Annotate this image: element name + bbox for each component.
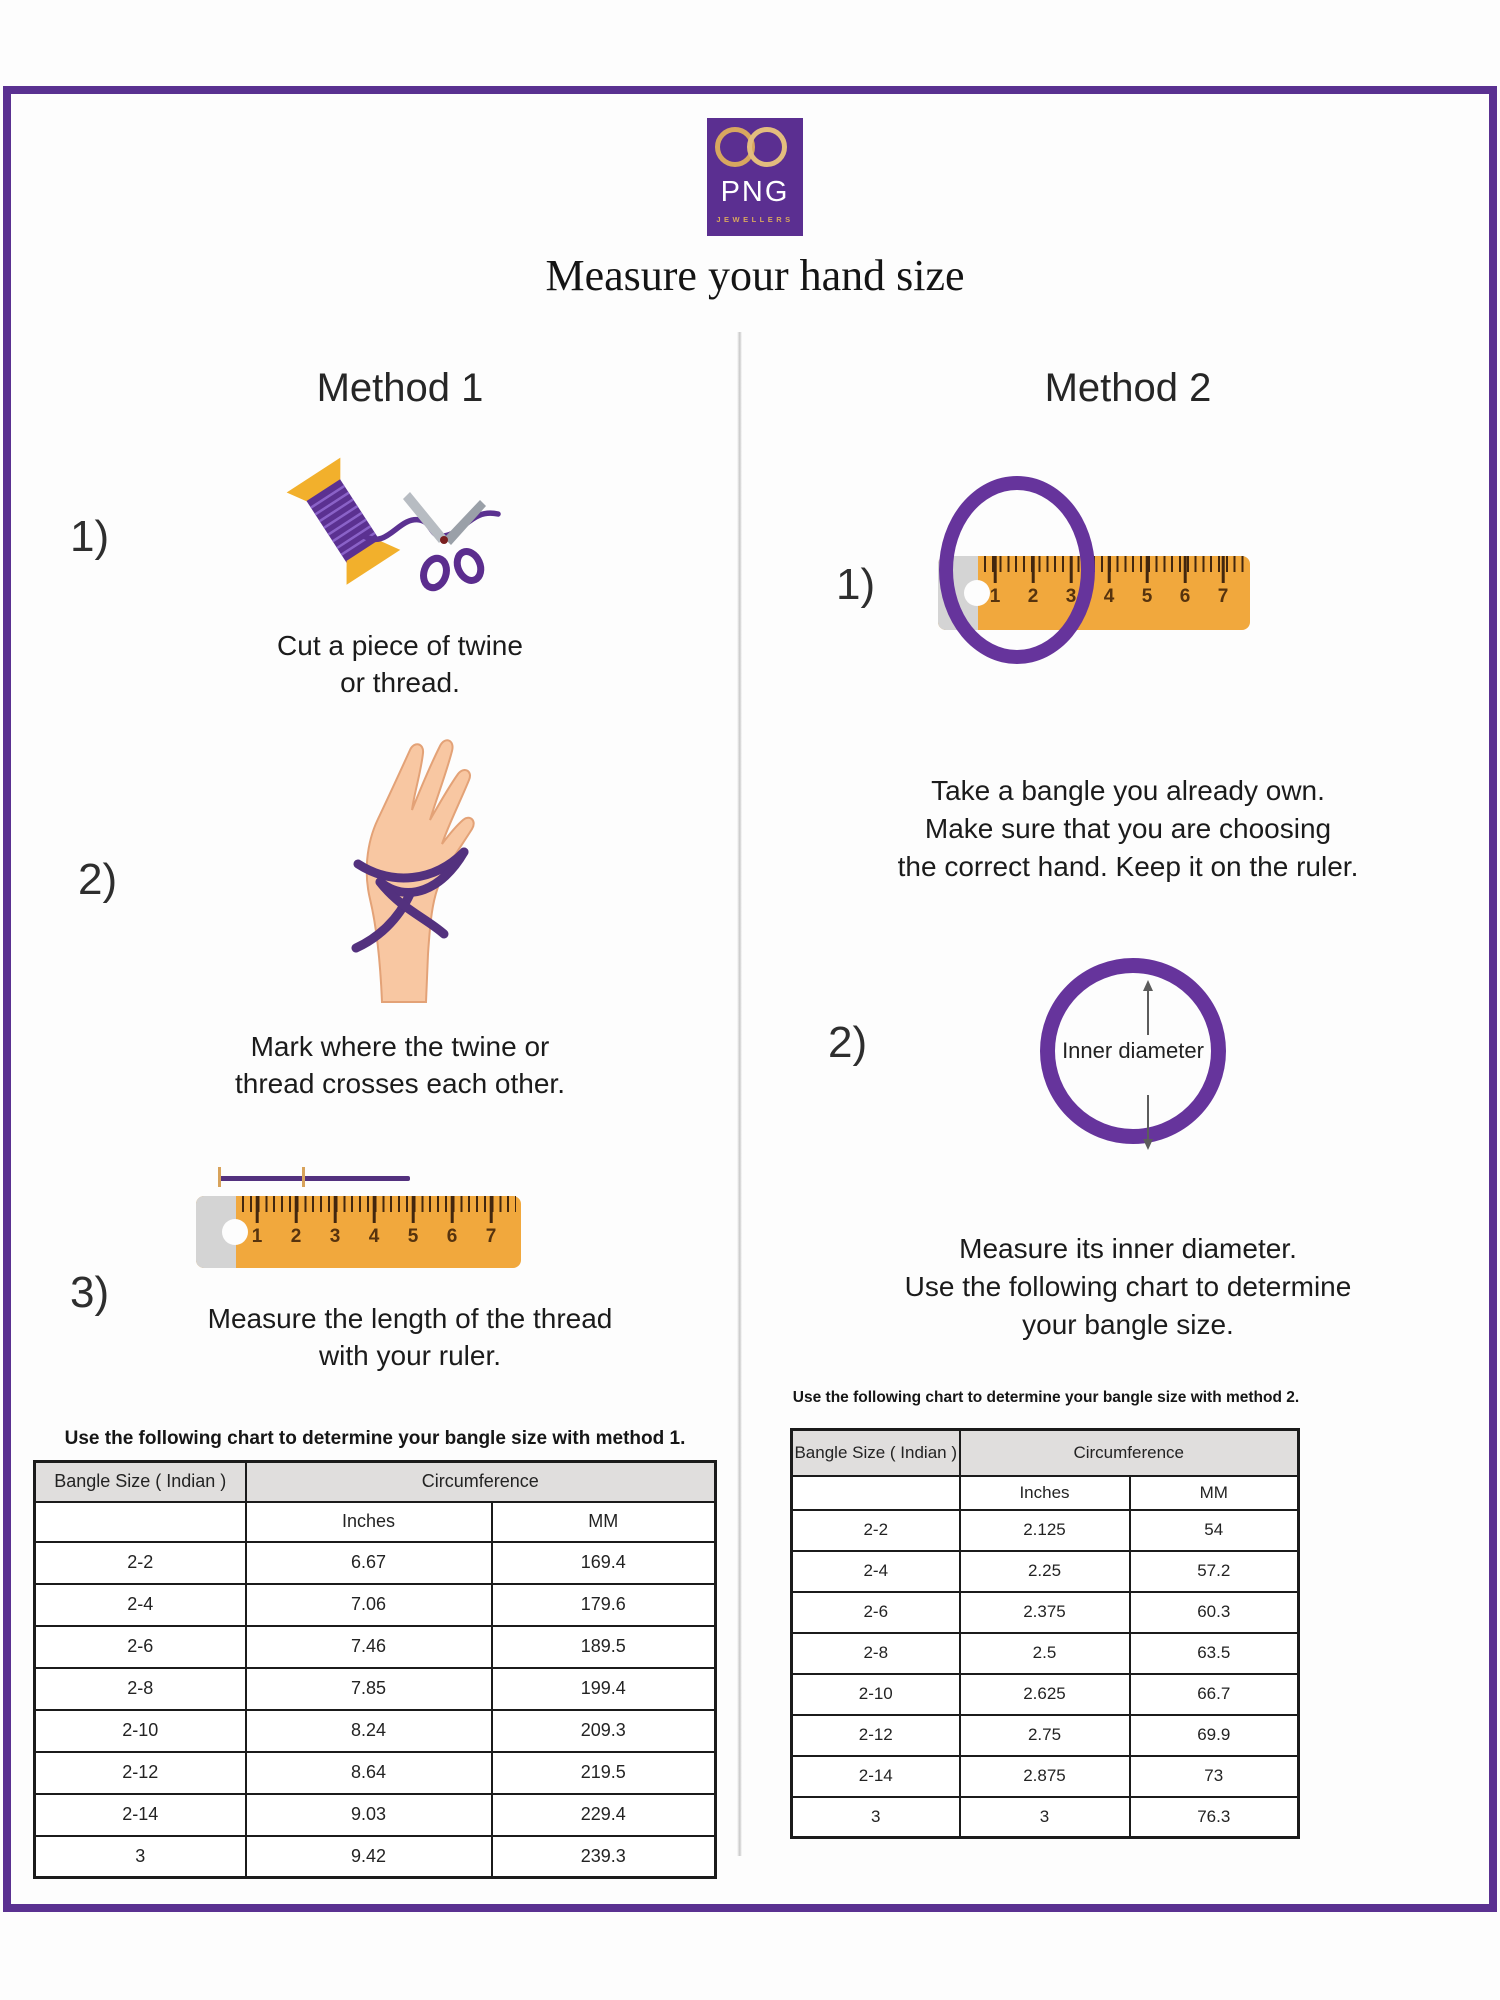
method2-step2-caption: [878, 1230, 1378, 1344]
ruler-number: 5: [1142, 556, 1153, 608]
ruler-number: 3: [1066, 556, 1077, 608]
caption-line: Use the following chart to determine: [904, 1271, 1352, 1302]
size-chart-method2: [790, 1428, 1300, 1839]
method1-chart-note: Use the following chart to determine your bangle size with method 1.: [64, 1428, 686, 1449]
ruler-number: 4: [369, 1196, 380, 1248]
twine-and-scissors-icon: [272, 450, 512, 620]
table-row: 2-2 6.67 169.4: [35, 1542, 716, 1584]
caption-line: Cut a piece of twine: [277, 630, 523, 661]
caption-line: the correct hand. Keep it on the ruler.: [897, 851, 1359, 882]
table-row: 2-14 9.03 229.4: [35, 1794, 716, 1836]
logo-tagline-text: JEWELLERS: [716, 215, 794, 224]
method1-step2-caption: [150, 1028, 650, 1102]
method1-title: Method 1: [316, 366, 484, 410]
method1-step3-caption: [130, 1300, 690, 1374]
col-header: Bangle Size ( Indian ): [792, 1430, 960, 1476]
method2-step2-number: 2): [828, 1018, 868, 1067]
bangle-inner-diameter-icon: [1040, 958, 1226, 1144]
method2-step1-caption: [878, 772, 1378, 886]
thread-mark: [302, 1167, 305, 1187]
scissors-icon: [403, 492, 486, 591]
table-row: 2-12 8.64 219.5: [35, 1752, 716, 1794]
table-row: 2-10 2.625 66.7: [792, 1674, 1299, 1715]
empty-cell: [35, 1502, 246, 1542]
ruler-number: 4: [1104, 556, 1115, 608]
ruler-number: 1: [252, 1196, 263, 1248]
ruler-method1: [196, 1196, 521, 1268]
inner-diameter-label: Inner diameter: [1062, 1038, 1204, 1063]
thread-mark: [218, 1167, 221, 1187]
page-title: Measure your hand size: [545, 251, 965, 300]
sub-header: MM: [1130, 1476, 1299, 1510]
caption-line: Make sure that you are choosing: [924, 813, 1332, 844]
size-chart-method1: [33, 1460, 717, 1879]
png-jewellers-logo: [707, 118, 803, 236]
logo-ring-icon: [747, 127, 787, 167]
ruler-number: 7: [1218, 556, 1229, 608]
method2-chart-note: Use the following chart to determine your bangle size with method 2.: [792, 1389, 1300, 1406]
measured-thread: [219, 1176, 410, 1181]
table-row: 2-8 2.5 63.5: [792, 1633, 1299, 1674]
method2-step1-number: 1): [836, 560, 876, 609]
col-header: Circumference: [960, 1430, 1299, 1476]
table-row: 3 3 76.3: [792, 1797, 1299, 1838]
col-header: Circumference: [246, 1462, 716, 1502]
ruler-number: 6: [447, 1196, 458, 1248]
ruler-notch: [222, 1219, 248, 1245]
table-row: 2-2 2.125 54: [792, 1510, 1299, 1551]
table-row: 2-4 2.25 57.2: [792, 1551, 1299, 1592]
table-row: 2-12 2.75 69.9: [792, 1715, 1299, 1756]
hand-with-twine-icon: [322, 714, 482, 1004]
ruler-number: 3: [330, 1196, 341, 1248]
method1-step2-number: 2): [78, 855, 118, 904]
caption-line: Take a bangle you already own.: [931, 775, 1325, 806]
caption-line: Measure its inner diameter.: [959, 1233, 1297, 1264]
method1-step1-caption: [200, 627, 600, 701]
method1-step3-number: 3): [70, 1268, 110, 1317]
ruler-number: 6: [1180, 556, 1191, 608]
table-row: 2-14 2.875 73: [792, 1756, 1299, 1797]
sub-header: Inches: [246, 1502, 492, 1542]
table-row: 2-10 8.24 209.3: [35, 1710, 716, 1752]
caption-line: thread crosses each other.: [235, 1068, 565, 1099]
bangle-on-ruler-icon: [939, 476, 1095, 664]
caption-line: Measure the length of the thread: [207, 1303, 613, 1334]
col-header: Bangle Size ( Indian ): [35, 1462, 246, 1502]
table-row: 2-6 2.375 60.3: [792, 1592, 1299, 1633]
sub-header: Inches: [960, 1476, 1130, 1510]
ruler-number: 5: [408, 1196, 419, 1248]
sub-header: MM: [492, 1502, 716, 1542]
ruler-number: 2: [291, 1196, 302, 1248]
caption-line: Mark where the twine or: [250, 1031, 550, 1062]
method1-step1-number: 1): [70, 512, 110, 561]
table-row: 2-8 7.85 199.4: [35, 1668, 716, 1710]
logo-brand-text: PNG: [720, 176, 790, 208]
ruler-number: 2: [1028, 556, 1039, 608]
empty-cell: [792, 1476, 960, 1510]
caption-line: or thread.: [340, 667, 460, 698]
method2-title: Method 2: [1044, 366, 1212, 410]
ruler-number: 7: [486, 1196, 497, 1248]
diameter-arrow-icon: [1055, 973, 1241, 1159]
table-row: 3 9.42 239.3: [35, 1836, 716, 1878]
column-divider: [737, 332, 742, 1856]
table-row: 2-6 7.46 189.5: [35, 1626, 716, 1668]
table-row: 2-4 7.06 179.6: [35, 1584, 716, 1626]
ruler-number: 1: [990, 556, 1001, 608]
caption-line: with your ruler.: [318, 1340, 502, 1371]
caption-line: your bangle size.: [1022, 1309, 1234, 1340]
